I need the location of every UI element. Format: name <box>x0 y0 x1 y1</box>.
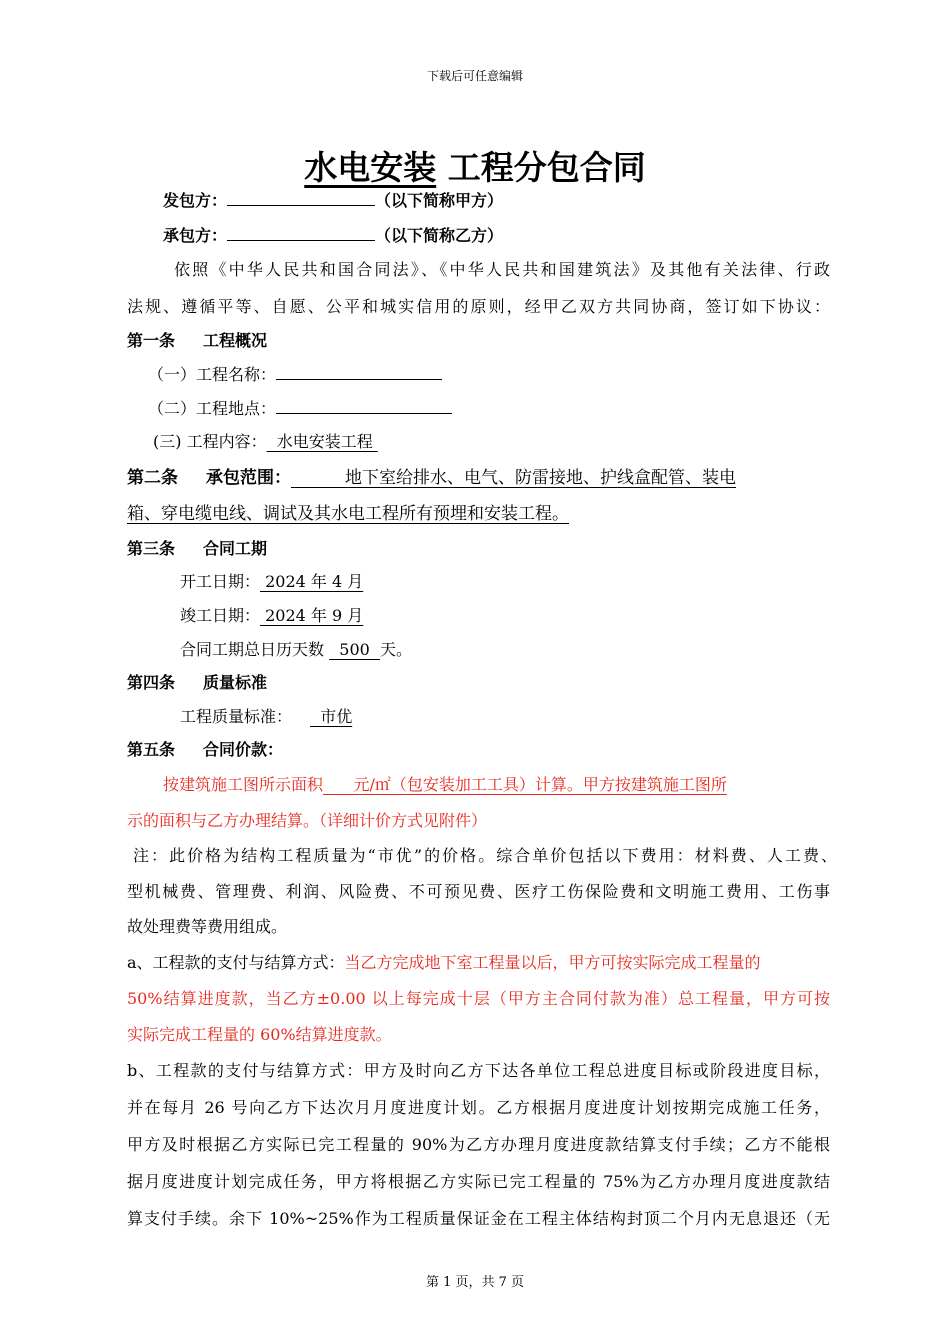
note-line-1: 注：此价格为结构工程质量为“市优”的价格。综合单价包括以下费用：材料费、人工费、 <box>133 846 837 865</box>
article3-num: 第三条 <box>127 539 176 558</box>
note-line-3: 故处理费等费用组成。 <box>127 917 288 936</box>
article3-heading <box>127 536 267 559</box>
total-days-value: 500 <box>329 640 380 659</box>
start-date-line <box>180 569 363 592</box>
party-a-blank <box>227 204 375 206</box>
payment-b-line-3: 甲方及时根据乙方实际已完工程量的 90%为乙方办理月度进度款结算支付手续；乙方不能根 <box>127 1135 830 1154</box>
title-rest: 工程分包合同 <box>447 148 646 187</box>
end-date-value: 2024 年 9 月 <box>260 606 364 625</box>
total-days-line <box>180 637 412 660</box>
payment-a-label: a、工程款的支付与结算方式： <box>127 953 345 972</box>
page-footer: 第 1 页，共 7 页 <box>425 1275 525 1290</box>
document-title <box>0 142 950 189</box>
price-line-1 <box>163 772 727 795</box>
article2-title: 承包范围： <box>206 468 291 488</box>
project-location-blank <box>276 412 452 414</box>
project-content-value: 水电安装工程 <box>266 432 378 451</box>
payment-b-line-2: 并在每月 26 号向乙方下达次月月度进度计划。乙方根据月度进度计划按期完成施工任务， <box>127 1098 830 1117</box>
article3-title: 合同工期 <box>203 539 268 558</box>
note-line-2: 型机械费、管理费、利润、风险费、不可预见费、医疗工伤保险费和文明施工费用、工伤事 <box>127 882 830 901</box>
quality-standard-line <box>180 704 352 727</box>
article2-scope-line-1: 地下室给排水、电气、防雷接地、护线盒配管、装电 <box>291 468 737 488</box>
article5-heading <box>127 737 283 760</box>
total-days-unit: 天。 <box>379 640 412 659</box>
project-location-label: （二）工程地点： <box>148 399 277 418</box>
article4-heading <box>127 670 267 693</box>
article4-num: 第四条 <box>127 673 176 692</box>
price-line-1-a: 按建筑施工图所示面积 <box>163 775 324 794</box>
party-b-label: 承包方： <box>163 226 228 245</box>
payment-b-line-5: 算支付手续。余下 10%~25%作为工程质量保证金在工程主体结构封顶二个月内无息退还（无 <box>127 1209 830 1228</box>
intro-line-2: 法规、遵循平等、自愿、公平和城实信用的原则，经甲乙双方共同协商，签订如下协议： <box>127 297 830 316</box>
payment-a-red-2: 50%结算进度款，当乙方±0.00 以上每完成十层（甲方主合同付款为准）总工程量，甲方可按 <box>127 989 830 1008</box>
article1-heading <box>127 328 267 351</box>
project-location-line <box>148 396 452 419</box>
project-name-line <box>148 362 442 385</box>
quality-standard-value: 市优 <box>310 707 353 726</box>
article5-title: 合同价款： <box>203 740 284 759</box>
article2-num: 第二条 <box>127 468 178 488</box>
project-name-blank <box>276 378 442 380</box>
total-days-label: 合同工期总日历天数 <box>180 640 330 659</box>
title-underlined: 水电安装 <box>304 148 437 187</box>
payment-a-line-1 <box>127 950 761 973</box>
payment-a-red-1: 当乙方完成地下室工程量以后，甲方可按实际完成工程量的 <box>344 953 761 972</box>
party-b-line <box>163 223 503 246</box>
article2-line-1 <box>127 463 736 488</box>
start-date-value: 2024 年 4 月 <box>260 572 364 591</box>
quality-standard-label: 工程质量标准： <box>180 707 293 726</box>
project-content-label: (三) 工程内容： <box>153 432 267 451</box>
party-a-note: （以下简称甲方） <box>375 191 504 210</box>
price-line-1-b: 元/㎡（包安装加工工具）计算。甲方按建筑施工图所 <box>353 775 727 794</box>
project-name-label: （一）工程名称： <box>148 365 277 384</box>
price-line-2: 示的面积与乙方办理结算。（详细计价方式见附件） <box>127 811 488 830</box>
article1-num: 第一条 <box>127 331 176 350</box>
payment-a-red-3: 实际完成工程量的 60%结算进度款。 <box>127 1025 392 1044</box>
article2-scope-line-2: 箱、穿电缆电线、调试及其水电工程所有预埋和安装工程。 <box>127 504 569 524</box>
party-a-label: 发包方： <box>163 191 228 210</box>
article1-title: 工程概况 <box>203 331 268 350</box>
article4-title: 质量标准 <box>203 673 268 692</box>
price-per-sqm-blank <box>323 775 354 794</box>
end-date-label: 竣工日期： <box>180 606 261 625</box>
payment-b-line-4: 据月度进度计划完成任务，甲方将根据乙方实际已完工程量的 75%为乙方办理月度进度款结 <box>127 1172 830 1191</box>
party-a-line <box>163 188 503 211</box>
end-date-line <box>180 603 363 626</box>
page-header: 下载后可任意编辑 <box>426 69 523 83</box>
party-b-blank <box>227 239 375 241</box>
article5-num: 第五条 <box>127 740 176 759</box>
project-content-line <box>153 429 378 452</box>
start-date-label: 开工日期： <box>180 572 261 591</box>
payment-b-line-1: b、工程款的支付与结算方式：甲方及时向乙方下达各单位工程总进度目标或阶段进度目标， <box>127 1061 830 1080</box>
party-b-note: （以下简称乙方） <box>375 226 504 245</box>
intro-line-1: 依照《中华人民共和国合同法》、《中华人民共和国建筑法》及其他有关法律、行政 <box>174 260 830 279</box>
